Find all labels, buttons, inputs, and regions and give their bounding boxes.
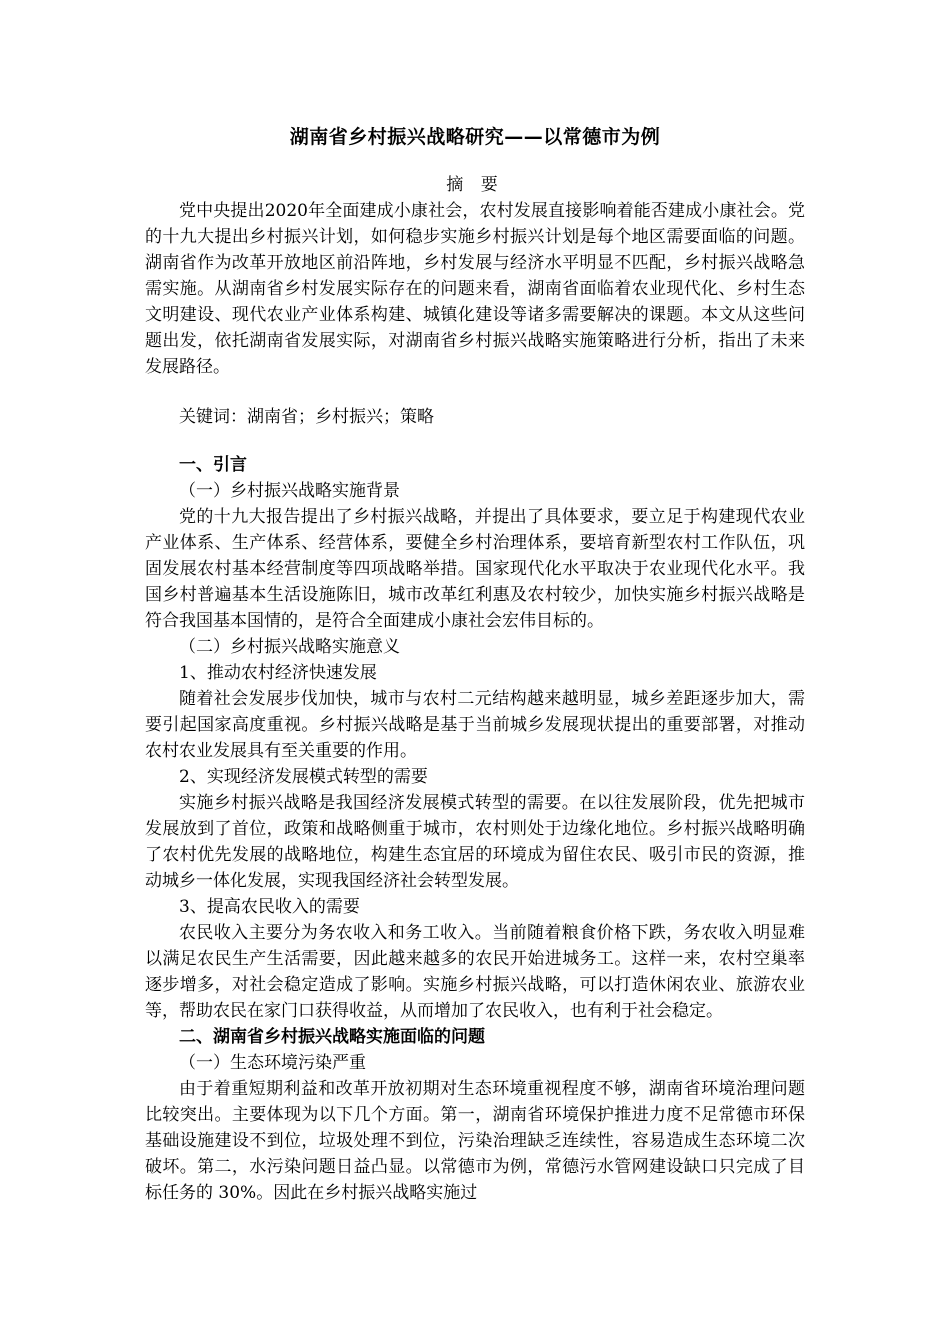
- section-1-sub-1-paragraph: 党的十九大报告提出了乡村振兴战略，并提出了具体要求，要立足于构建现代农业产业体系、生产体系、经营体系，要健全乡村治理体系，要培育新型农村工作队伍，巩固发展农村基本经营制度等四项战略举措。国家现代化水平取决于农业现代化水平。我国乡村普遍基本生活设施陈旧，城市改革红利惠及农村较少，加快实施乡村振兴战略是符合我国基本国情的，是符合全面建成小康社会宏伟目标的。: [145, 507, 805, 631]
- item-3-paragraph: 农民收入主要分为务农收入和务工收入。当前随着粮食价格下跌，务农收入明显难以满足农民生产生活需要，因此越来越多的农民开始进城务工。这样一来，农村空巢率逐步增多，对社会稳定造成了影响。实施乡村振兴战略，可以打造休闲农业、旅游农业等，帮助农民在家门口获得收益，从而增加了农民收入，也有利于社会稳定。: [145, 923, 805, 1021]
- item-2-heading: 2、实现经济发展模式转型的需要: [179, 767, 428, 787]
- section-1-heading: 一、引言: [179, 455, 247, 475]
- item-2-paragraph: 实施乡村振兴战略是我国经济发展模式转型的需要。在以往发展阶段，优先把城市发展放到了首位，政策和战略侧重于城市，农村则处于边缘化地位。乡村振兴战略明确了农村优先发展的战略地位，构建生态宜居的环境成为留住农民、吸引市民的资源，推动城乡一体化发展，实现我国经济社会转型发展。: [145, 793, 805, 891]
- abstract-paragraph: 党中央提出2020年全面建成小康社会，农村发展直接影响着能否建成小康社会。党的十九大提出乡村振兴计划，如何稳步实施乡村振兴计划是每个地区需要面临的问题。湖南省作为改革开放地区前沿阵地，乡村发展与经济水平明显不匹配，乡村振兴战略急需实施。从湖南省乡村发展实际存在的问题来看，湖南省面临着农业现代化、乡村生态文明建设、现代农业产业体系构建、城镇化建设等诸多需要解决的课题。本文从这些问题出发，依托湖南省发展实际，对湖南省乡村振兴战略实施策略进行分析，指出了未来发展路径。: [145, 201, 805, 377]
- keywords: 关键词：湖南省；乡村振兴；策略: [179, 407, 434, 427]
- document-title: 湖南省乡村振兴战略研究——以常德市为例: [289, 126, 661, 148]
- section-2-heading: 二、湖南省乡村振兴战略实施面临的问题: [179, 1027, 485, 1047]
- section-1-sub-1-heading: （一）乡村振兴战略实施背景: [179, 481, 400, 501]
- section-2-sub-1-heading: （一）生态环境污染严重: [179, 1053, 366, 1073]
- abstract-heading: 摘 要: [446, 175, 504, 195]
- section-2-sub-1-paragraph: 由于着重短期利益和改革开放初期对生态环境重视程度不够，湖南省环境治理问题比较突出。主要体现为以下几个方面。第一，湖南省环境保护推进力度不足常德市环保基础设施建设不到位，垃圾处理不到位，污染治理缺乏连续性，容易造成生态环境二次破坏。第二，水污染问题日益凸显。以常德市为例，常德污水管网建设缺口只完成了目标任务的 30%。因此在乡村振兴战略实施过: [145, 1079, 805, 1203]
- item-1-paragraph: 随着社会发展步伐加快，城市与农村二元结构越来越明显，城乡差距逐步加大，需要引起国家高度重视。乡村振兴战略是基于当前城乡发展现状提出的重要部署，对推动农村农业发展具有至关重要的作用。: [145, 689, 805, 761]
- item-3-heading: 3、提高农民收入的需要: [179, 897, 360, 917]
- section-1-sub-2-heading: （二）乡村振兴战略实施意义: [179, 637, 400, 657]
- document-body: [145, 122, 805, 1206]
- item-1-heading: 1、推动农村经济快速发展: [179, 663, 377, 683]
